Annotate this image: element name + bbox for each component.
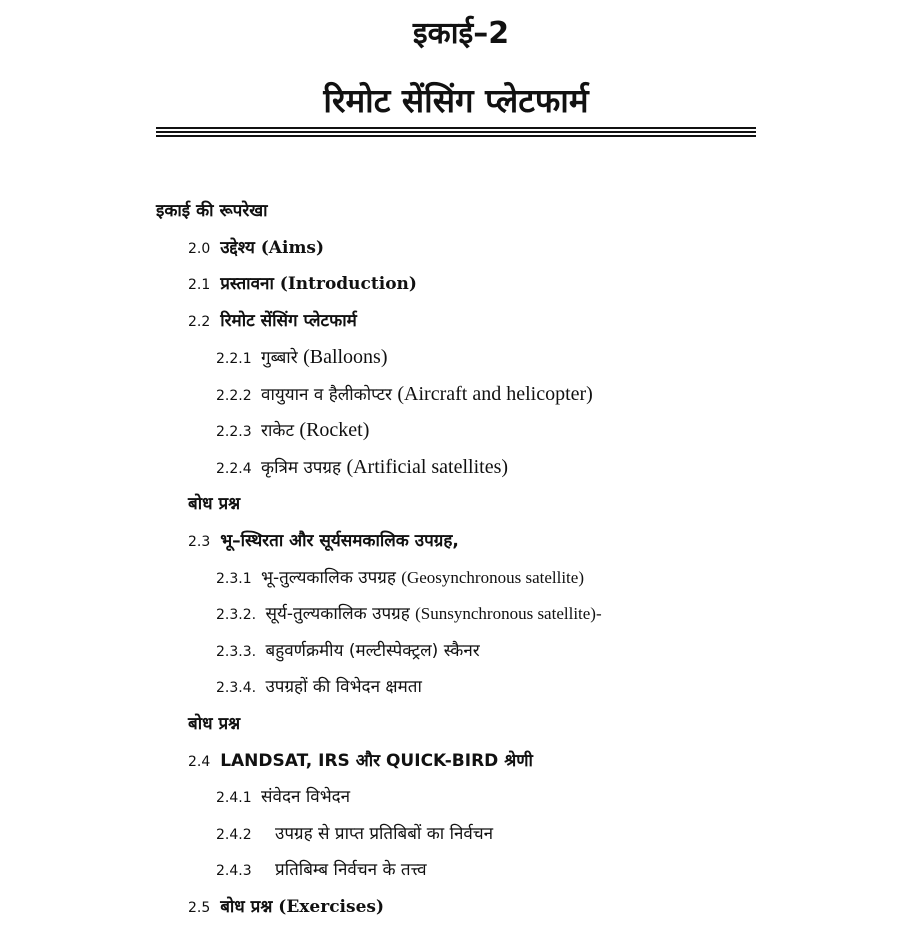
toc-hindi-text: कृत्रिम उपग्रह [261,458,342,478]
toc-number: 2.3.4. [216,680,257,696]
toc-number: 2.3.3. [216,644,257,660]
toc-english-text: (Rocket) [299,419,370,441]
toc-item-2-3-3 [216,638,480,665]
toc-item-2-2-2 [216,381,593,409]
toc-number: 2.2.4 [216,461,252,477]
toc-english-text: (Balloons) [303,346,388,368]
toc-item-review-questions-2 [188,711,240,737]
chapter-title: रिमोट सेंसिंग प्लेटफार्म [323,81,589,120]
title-rule-middle [156,131,756,133]
toc-english-text: (Aircraft and helicopter) [397,383,593,405]
toc-hindi-text: बोध प्रश्न [188,714,241,734]
toc-hindi-text: सूर्य-तुल्यकालिक उपग्रह [265,604,410,624]
toc-number: 2.2.1 [216,351,252,367]
toc-number: 2.2.3 [216,424,252,440]
toc-number: 2.3 [188,534,211,550]
toc-item-2-3 [188,528,459,555]
toc-hindi-text: राकेट [261,421,295,441]
toc-hindi-text: बहुवर्णक्रमीय (मल्टीस्पेक्ट्रल) स्कैनर [265,641,480,661]
title-rule-bottom [156,135,756,137]
toc-hindi-text: वायुयान व हैलीकोप्टर [261,385,392,405]
toc-number: 2.3.1 [216,571,252,587]
toc-english-text: (Sunsynchronous satellite)- [415,604,602,623]
toc-hindi-text: भू–स्थिरता और सूर्यसमकालिक उपग्रह, [220,531,459,551]
toc-item-2-2 [188,308,357,335]
toc-item-2-5 [188,894,384,921]
toc-item-2-2-4 [216,454,508,482]
toc-item-2-0 [188,235,324,262]
toc-number: 2.4 [188,754,211,770]
toc-item-2-4-2 [216,821,493,848]
toc-hindi-text: बोध प्रश्न [220,897,273,917]
unit-title: इकाई–2 [412,16,510,51]
toc-item-2-2-1 [216,344,388,372]
toc-number: 2.4.1 [216,790,252,806]
toc-item-2-3-2 [216,601,602,628]
toc-hindi-text: रिमोट सेंसिंग प्लेटफार्म [220,311,357,331]
toc-english-text: (Geosynchronous satellite) [401,568,584,587]
toc-hindi-text: उपग्रह से प्राप्त प्रतिबिबों का निर्वचन [275,824,494,844]
toc-number: 2.5 [188,900,211,916]
toc-english-text: (Artificial satellites) [346,456,509,478]
toc-hindi-text: LANDSAT, IRS और QUICK-BIRD श्रेणी [220,751,533,771]
toc-hindi-text: भू-तुल्यकालिक उपग्रह [261,568,396,588]
toc-hindi-text: प्रतिबिम्ब निर्वचन के तत्त्व [275,860,427,880]
toc-hindi-text: उद्देश्य [220,238,255,258]
toc-english-text: (Exercises) [278,897,385,917]
toc-item-2-3-4 [216,674,422,701]
toc-number: 2.2.2 [216,388,252,404]
toc-item-2-2-3 [216,417,369,445]
toc-hindi-text: संवेदन विभेदन [261,787,351,807]
toc-item-2-3-1 [216,565,584,592]
toc-number: 2.0 [188,241,211,257]
toc-number: 2.2 [188,314,211,330]
toc-number: 2.1 [188,277,211,293]
toc-english-text: (Introduction) [279,274,417,294]
outline-heading: इकाई की रूपरेखा [156,201,268,221]
toc-item-review-questions-1 [188,491,240,517]
toc-english-text: (Aims) [260,238,325,258]
toc-hindi-text: गुब्बारे [261,348,298,368]
toc-hindi-text: बोध प्रश्न [188,494,241,514]
toc-hindi-text: प्रस्तावना [220,274,274,294]
toc-item-2-4-1 [216,784,350,811]
toc-item-2-4-3 [216,857,427,884]
toc-number: 2.4.2 [216,827,252,843]
title-rule-top [156,127,756,129]
toc-number: 2.4.3 [216,863,252,879]
toc-item-2-4 [188,748,533,775]
toc-number: 2.3.2. [216,607,257,623]
toc-item-2-1 [188,271,417,298]
toc-hindi-text: उपग्रहों की विभेदन क्षमता [265,677,422,697]
